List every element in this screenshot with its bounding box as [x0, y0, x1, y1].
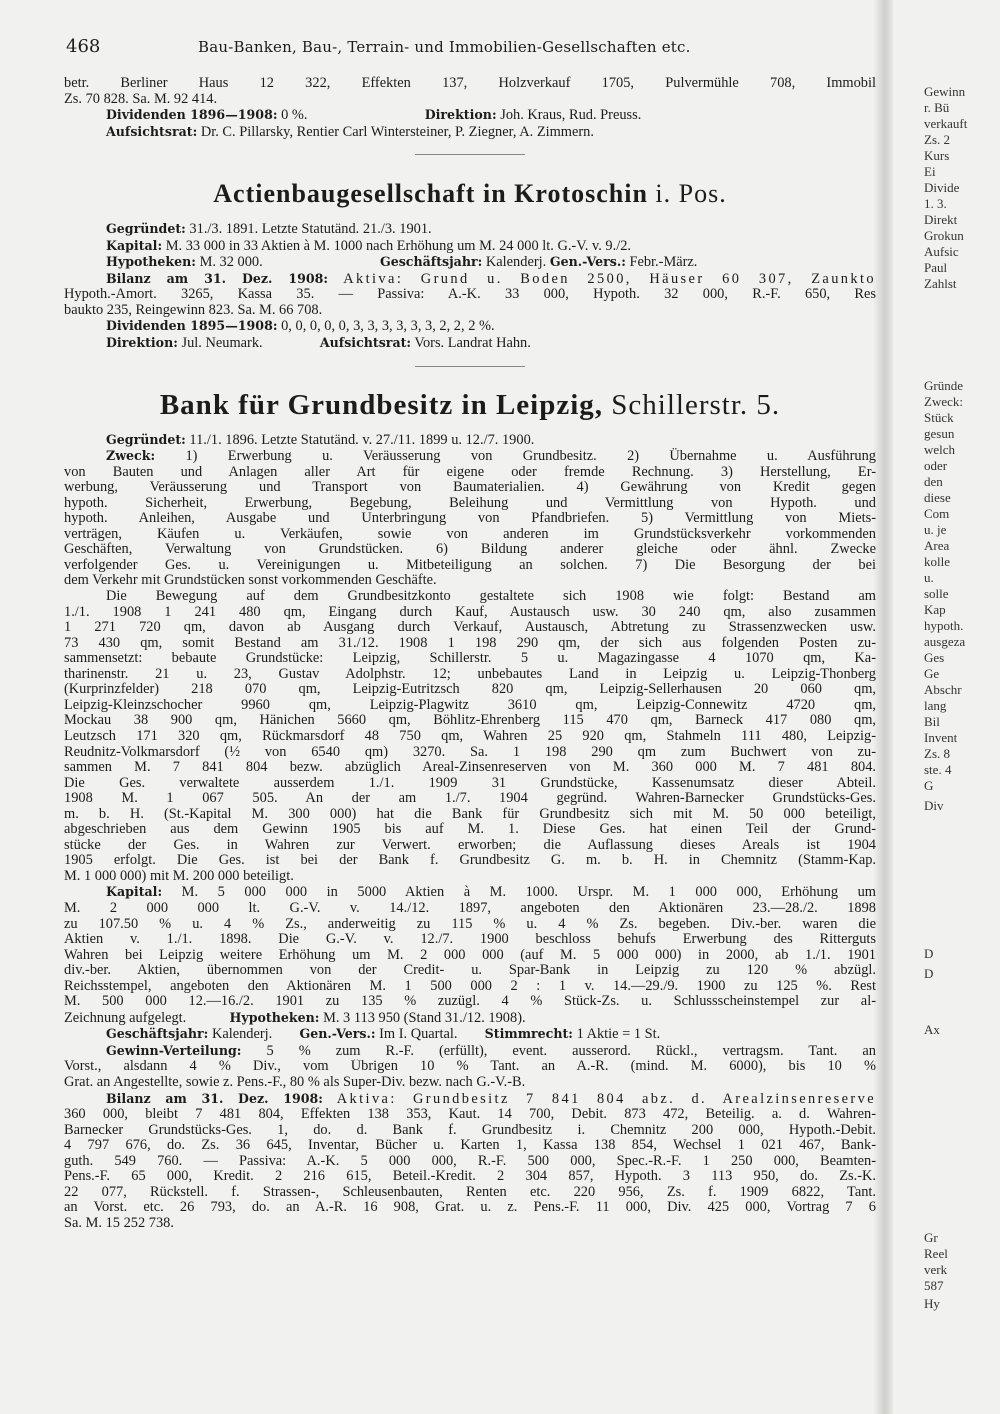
margin-fragment: Gr — [924, 1230, 938, 1245]
margin-fragment: Bil — [924, 714, 940, 729]
balance-text — [64, 1107, 876, 1216]
margin-fragment: gesun — [924, 426, 955, 441]
text-line: 360 000, bleibt 7 481 804, Effekten 138 353, Kaut. 14 700, Debit. 873 472, Beteilig. a. d. Wahren- — [64, 1107, 876, 1123]
text-line: Hypoth.-Amort. 3265, Kassa 35. — Passiva: A.-K. 33 000, Hypoth. 32 000, R.-F. 650, Res — [64, 287, 876, 303]
margin-fragment: Paul — [924, 260, 948, 275]
margin-fragment: Aufsic — [924, 244, 959, 259]
text-line: guth. 549 760. — Passiva: A.-K. 5 000 000, R.-F. 500 000, Spec.-R.-F. 1 250 000, Beamten- — [64, 1153, 876, 1169]
adjacent-page-margin — [924, 0, 1000, 1414]
capital-text — [64, 901, 876, 1010]
margin-fragment: Divide — [924, 180, 960, 195]
margin-fragment: ste. 4 — [924, 762, 952, 777]
supervisory-board-line: Aufsichtsrat: Dr. C. Pillarsky, Rentier Carl Wintersteiner, P. Ziegner, A. Zimmern. — [106, 123, 594, 140]
text-line: M. 1 000 000) mit M. 200 000 beteiligt. — [64, 868, 294, 884]
margin-fragment: G — [924, 778, 934, 793]
balance-line: Bilanz am 31. Dez. 1908: Aktiva: Grund u. Boden 2500, Häuser 60 307, Zaunkto — [106, 270, 876, 287]
text-line: verfolgender Ges. u. Vereinigungen u. Mitbeteiligung an solchen. 7) Die Besorgung der bei — [64, 557, 876, 573]
text-line: Mockau 38 900 qm, Hänichen 5660 qm, Böhlitz-Ehrenberg 115 470 qm, Barneck 417 080 qm, — [64, 713, 876, 729]
page-header — [64, 36, 876, 76]
text-line: dem Verkehr mit Grundstücken sonst vorkommenden Geschäfte. — [64, 573, 437, 589]
text-line: 1./1. 1908 1 241 480 qm, Eingang durch Kauf, Austausch usw. 30 240 qm, also zusammen — [64, 604, 876, 620]
text-line: Die Bewegung auf dem Grundbesitzkonto gestaltete sich 1908 wie folgt: Bestand am — [106, 589, 876, 605]
text-line: werbung, Veräusserung und Transport von Baumaterialien. 4) Gewährung von Kredit gegen — [64, 480, 876, 496]
text-line: Reudnitz-Volkmarsdorf (½ von 6540 qm) 3270. Sa. 1 198 290 qm zum Buchwert von zu- — [64, 744, 876, 760]
text-line: 1905 erfolgt. Die Ges. ist bei der Bank f. Grundbesitz G. m. b. H. in Chemnitz (Stamm-Kap. — [64, 853, 876, 869]
text-line: Leutzsch 171 320 qm, Rückmarsdorf 48 750 qm, Wahren 25 920 qm, Stahmeln 111 480, Leipzig- — [64, 728, 876, 744]
text-line: Wahren bei Leipzig weitere Erhöhung um M. 2 000 000 (auf M. 5 000 000) in 2000, ab 1./1. 1901 — [64, 947, 876, 963]
entry-leipzig — [64, 389, 876, 1232]
margin-fragment: diese — [924, 490, 951, 505]
dividends-line: Dividenden 1896—1908: 0 %. Direktion: Joh. Kraus, Rud. Preuss. — [106, 107, 642, 124]
margin-fragment: kolle — [924, 554, 950, 569]
margin-fragment: D — [924, 966, 934, 981]
text-line: stücke der Ges. in Wahren zur Verwert. erworben; die Auflassung dieses Areals ist 1904 — [64, 837, 876, 853]
margin-fragment: Invent — [924, 730, 958, 745]
text-line: verträgen, Käufen u. Verkäufen, sowie von anderen im Grundstücksverkehr vorkommenden — [64, 526, 876, 542]
land-movement-text — [64, 589, 876, 884]
margin-fragment: u. je — [924, 522, 947, 537]
text-line: Barnecker Grundstücks-Ges. 1, do. d. Bank f. Grundbesitz i. Chemnitz 200 000, Hypoth.-Debit. — [64, 1122, 876, 1138]
entry-title: Actienbaugesellschaft in Krotoschin i. Pos. — [213, 179, 727, 209]
text-line: 73 430 qm, somit Bestand am 31./12. 1908 1 198 290 qm, der sich aus folgenden Posten zu- — [64, 635, 876, 651]
founded-line: Gegründet: 11./1. 1896. Letzte Statutänd. v. 27./11. 1899 u. 12./7. 1900. — [106, 431, 535, 448]
profit-distribution-text — [64, 1059, 876, 1090]
margin-fragment: Ges — [924, 650, 945, 665]
text-line: Pens.-F. 65 000, Kredit. 2 216 615, Beteil.-Kredit. 2 304 857, Hypoth. 3 113 950, do. Zs.-K. — [64, 1169, 876, 1185]
mortgage-line: Hypotheken: M. 32 000. Geschäftsjahr: Kalenderj. Gen.-Vers.: Febr.-März. — [106, 254, 698, 271]
text-line: an Vorst. etc. 26 793, do. an A.-R. 16 908, Grat. u. z. Pens.-F. 11 000, Div. 425 000, Vortrag 7 6 — [64, 1200, 876, 1216]
margin-fragment: ausgeza — [924, 634, 966, 649]
text-line: M. 2 000 000 lt. G.-V. v. 14./12. 1897, angeboten den Aktionären 23.—28./2. 1898 — [64, 900, 876, 916]
margin-fragment: Ei — [924, 164, 936, 179]
main-column — [64, 36, 876, 1231]
balance-line: Bilanz am 31. Dez. 1908: Aktiva: Grundbesitz 7 841 804 abz. d. Arealzinsenreserve — [106, 1090, 876, 1107]
text-line: zu 107.50 % u. 4 % Zs., anderweitig zu 115 % u. 4 % Zs. begeben. Div.-ber. waren die — [64, 916, 876, 932]
text-line: div.-ber. Aktien, übernommen von der Credit- u. Spar-Bank in Leipzig zu 120 % abzügl. — [64, 963, 876, 979]
text-line: Aktien v. 1./1. 1898. Die G.-V. v. 12./7. 1900 beschloss behufs Erwerbung des Ritterguts — [64, 932, 876, 948]
text-line: Reichsstempel, angeboten den Aktionären M. 1 500 000 2 : 1 v. 14.—29./9. 1900 zu 125 %. Rest — [64, 978, 876, 994]
text-line: baukto 235, Reingewinn 823. Sa. M. 66 708. — [64, 302, 323, 318]
margin-fragment: Ge — [924, 666, 940, 681]
text-line: sammen M. 7 841 804 bezw. abzüglich Areal-Zinsenreserven von M. 360 000 M. 7 481 804. — [64, 760, 876, 776]
text-line: m. b. H. (St.-Kapital M. 300 000) hat die Bank für Grundbesitz sich mit M. 50 000 beteiligt, — [64, 806, 876, 822]
margin-fragment: Hy — [924, 1296, 940, 1311]
margin-fragment: 1. 3. — [924, 196, 947, 211]
margin-fragment: Direkt — [924, 212, 958, 227]
entry-krotoschin — [64, 179, 876, 366]
text-line: hypoth. Anleihen, Ausgabe und Unterbringung von Pfandbriefen. 5) Vermittlung von Miets- — [64, 511, 876, 527]
running-title: Bau-Banken, Bau-, Terrain- und Immobilien-Gesellschaften etc. — [198, 38, 691, 56]
entry-continued — [64, 76, 876, 155]
text-line: abgeschrieben aus dem Gewinn 1905 bis auf M. 1. Diese Ges. hat einen Teil der Grund- — [64, 822, 876, 838]
separator-rule — [415, 366, 525, 367]
margin-fragment: Abschr — [924, 682, 962, 697]
margin-fragment: Zweck: — [924, 394, 963, 409]
margin-fragment: Grokun — [924, 228, 964, 243]
text-line: 1908 M. 1 067 505. An der am 1./7. 1904 gegründ. Wahren-Barnecker Grundstücks-Ges. — [64, 791, 876, 807]
purpose-line: Zweck: 1) Erwerbung u. Veräusserung von Grundbesitz. 2) Übernahme u. Ausführung — [106, 448, 876, 465]
text-line: hypoth. Sicherheit, Erwerbung, Begebung, Beleihung und Vermittlung von Hypoth. und — [64, 495, 876, 511]
margin-fragment: verk — [924, 1262, 948, 1277]
margin-fragment: oder — [924, 458, 948, 473]
margin-fragment: Gründe — [924, 378, 963, 393]
text-line: 1 271 720 qm, davon ab Ausgang durch Verkauf, Austausch, Abtretung zu Strassenzwecken usw. — [64, 620, 876, 636]
text-line: 22 077, Rückstell. f. Strassen-, Schleusenbauten, Renten etc. 220 956, Zs. f. 1909 6822, Tant. — [64, 1184, 876, 1200]
margin-fragment: solle — [924, 586, 949, 601]
text-line: tharinenstr. 21 u. 23, Gustav Adolphstr. 12; unbebautes Land in Leipzig u. Leipzig-Thonberg — [64, 666, 876, 682]
margin-fragment: Zs. 2 — [924, 132, 950, 147]
margin-fragment: Ax — [924, 1022, 940, 1037]
margin-fragment: welch — [924, 442, 956, 457]
margin-fragment: u. — [924, 570, 934, 585]
text-line: 4 797 676, do. Zs. 36 645, Inventar, Bücher u. Karten 1, Kassa 138 854, Wechsel 1 021 467, Bank- — [64, 1138, 876, 1154]
text-line: Geschäften, Verwaltung von Grundstücken. 6) Bildung anderer gleiche oder ähnl. Zwecke — [64, 542, 876, 558]
text-line: Die Ges. verwaltete ausserdem 1./1. 1909 31 Grundstücke, Kassenumsatz dieser Abteil. — [64, 775, 876, 791]
purpose-text — [64, 465, 876, 589]
margin-fragment: Zs. 8 — [924, 746, 950, 761]
page-number: 468 — [66, 36, 101, 57]
margin-fragment: lang — [924, 698, 947, 713]
margin-fragment: Stück — [924, 410, 954, 425]
board-line: Direktion: Jul. Neumark. Aufsichtsrat: Vors. Landrat Hahn. — [106, 335, 531, 352]
margin-fragment: Reel — [924, 1246, 948, 1261]
text-line: von Bauten und Anlagen aller Art für eigene oder fremde Rechnung. 3) Herstellung, Er- — [64, 464, 876, 480]
margin-fragment: Kurs — [924, 148, 950, 163]
margin-fragment: hypoth. — [924, 618, 964, 633]
profit-distribution-line: Gewinn-Verteilung: 5 % zum R.-F. (erfüllt), event. ausserord. Rückl., vertragsm. Tant. an — [106, 1042, 876, 1059]
mortgage-line: Zeichnung aufgelegt. Hypotheken: M. 3 113 950 (Stand 31./12. 1908). — [64, 1009, 526, 1026]
page-gutter — [873, 0, 893, 1414]
margin-fragment: 587 — [924, 1278, 944, 1293]
margin-fragment: Zahlst — [924, 276, 957, 291]
margin-fragment: Com — [924, 506, 950, 521]
text-line: Grat. an Angestellte, sowie z. Pens.-F., 80 % als Super-Div. bezw. nach G.-V.-B. — [64, 1074, 526, 1090]
capital-line: Kapital: M. 33 000 in 33 Aktien à M. 1000 nach Erhöhung um M. 24 000 lt. G.-V. v. 9./2. — [106, 237, 631, 254]
text-line: Vorst., alsdann 4 % Div., vom Übrigen 10 % Tant. an A.-R. (mind. M. 6000), bis 10 % — [64, 1059, 876, 1075]
text-line: betr. Berliner Haus 12 322, Effekten 137, Holzverkauf 1705, Pulvermühle 708, Immobil — [64, 76, 876, 91]
dividends-line: Dividenden 1895—1908: 0, 0, 0, 0, 0, 3, 3, 3, 3, 3, 3, 2, 2, 2 %. — [106, 318, 495, 335]
capital-line: Kapital: M. 5 000 000 in 5000 Aktien à M. 1000. Urspr. M. 1 000 000, Erhöhung um — [106, 884, 876, 901]
text-line: Leipzig-Kleinzschocher 9960 qm, Leipzig-Plagwitz 3610 qm, Leipzig-Connewitz 4720 qm, — [64, 697, 876, 713]
margin-fragment: r. Bü — [924, 100, 950, 115]
margin-fragment: D — [924, 946, 934, 961]
margin-fragment: Area — [924, 538, 950, 553]
text-line: M. 500 000 12.—16./2. 1901 zu 135 % zuzügl. 4 % Stück-Zs. u. Schlussscheinstempel zur al- — [64, 994, 876, 1010]
margin-fragment: den — [924, 474, 943, 489]
entry-title: Bank für Grundbesitz in Leipzig, Schillerstr. 5. — [159, 388, 781, 421]
margin-fragment: verkauft — [924, 116, 968, 131]
text-line: Zs. 70 828. Sa. M. 92 414. — [64, 91, 218, 107]
margin-fragment: Kap — [924, 602, 946, 617]
margin-fragment: Div — [924, 798, 944, 813]
margin-fragment: Gewinn — [924, 84, 966, 99]
text-line: (Kurprinzfelder) 218 070 qm, Leipzig-Eutritzsch 820 qm, Leipzig-Sellerhausen 20 060 qm, — [64, 682, 876, 698]
separator-rule — [415, 154, 525, 155]
fiscal-year-line: Geschäftsjahr: Kalenderj. Gen.-Vers.: Im I. Quartal. Stimmrecht: 1 Aktie = 1 St. — [106, 1026, 661, 1043]
balance-sum: Sa. M. 15 252 738. — [64, 1215, 174, 1231]
text-line: sammensetzt: bebaute Grundstücke: Leipzig, Schillerstr. 5 u. Magazingasse 4 1070 qm, Ka- — [64, 651, 876, 667]
founded-line: Gegründet: 31./3. 1891. Letzte Statutänd. 21./3. 1901. — [106, 221, 432, 238]
